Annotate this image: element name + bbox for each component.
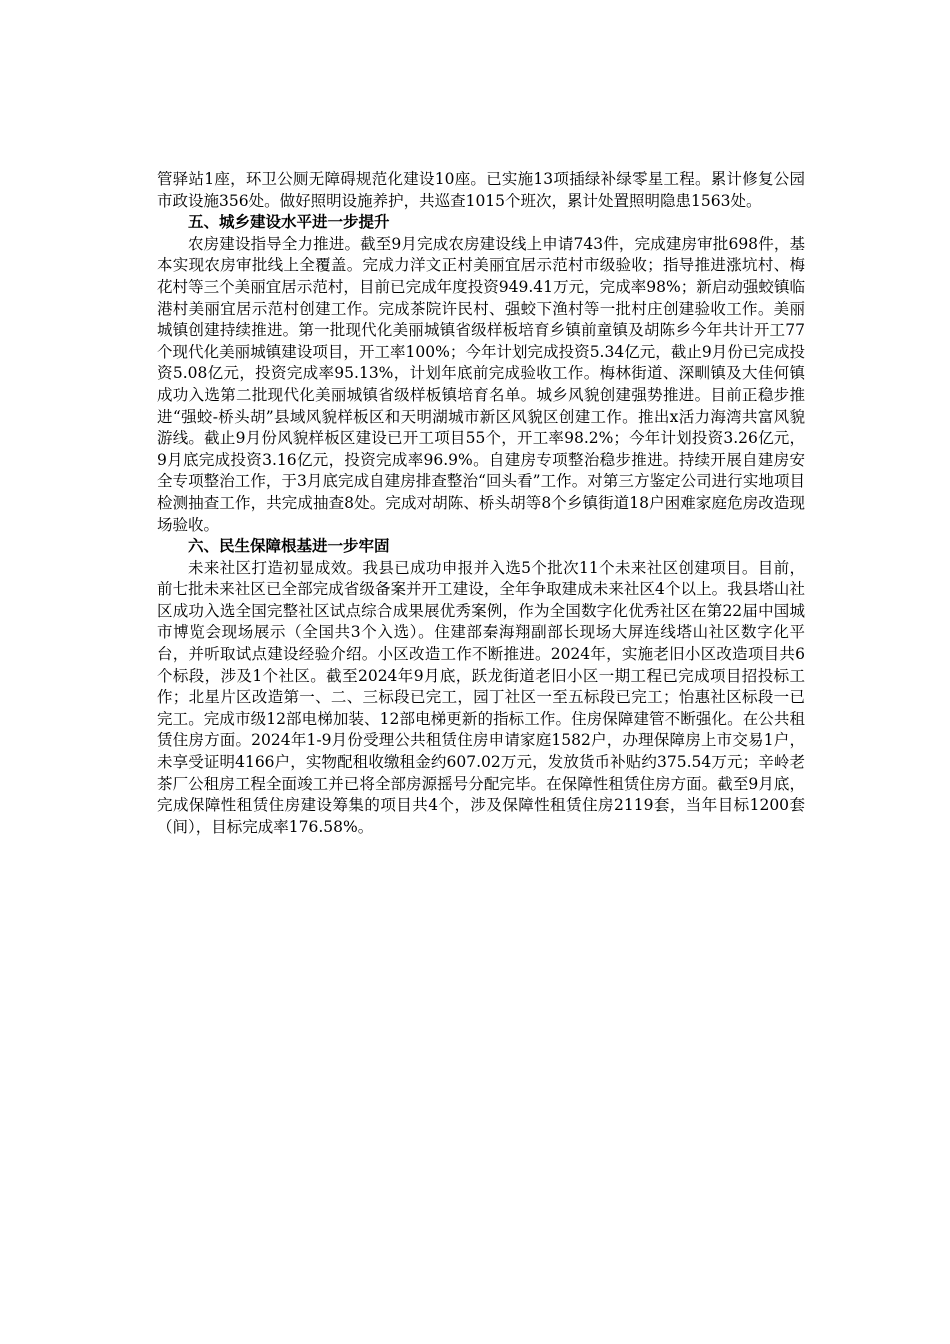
document-page [157,169,805,838]
paragraph-livelihood-security: 未来社区打造初显成效。我县已成功申报并入选5个批次11个未来社区创建项目。目前，前七批未来社区已全部完成省级备案并开工建设，全年争取建成未来社区4个以上。我县塔山社区成功入选全国完整社区试点综合成果展优秀案例，作为全国数字化优秀社区在第22届中国城市博览会现场展示（全国共3个入选）。住建部秦海翔副部长现场大屏连线塔山社区数字化平台，并听取试点建设经验介绍。小区改造工作不断推进。2024年，实施老旧小区改造项目共6个标段，涉及1个社区。截至2024年9月底，跃龙街道老旧小区一期工程已完成项目招投标工作；北星片区改造第一、二、三标段已完工，园丁社区一至五标段已完工；怡惠社区标段一已完工。完成市级12部电梯加装、12部电梯更新的指标工作。住房保障建管不断强化。在公共租赁住房方面。2024年1-9月份受理公共租赁住房申请家庭1582户，办理保障房上市交易1户，未享受证明4166户，实物配租收缴租金约607.02万元，发放货币补贴约375.54万元；辛岭老茶厂公租房工程全面竣工并已将全部房源摇号分配完毕。在保障性租赁住房方面。截至9月底，完成保障性租赁住房建设筹集的项目共4个，涉及保障性租赁住房2119套，当年目标1200套（间），目标完成率176.58%。 [157,558,805,836]
paragraph-sanitation: 管驿站1座，环卫公厕无障碍规范化建设10座。已实施13项插绿补绿零星工程。累计修复公园市政设施356处。做好照明设施养护，共巡查1015个班次，累计处置照明隐患1563处。 [157,170,805,210]
section-heading-6: 六、民生保障根基进一步牢固 [188,537,390,556]
section-heading-5: 五、城乡建设水平进一步提升 [188,213,390,232]
paragraph-urban-rural-construction: 农房建设指导全力推进。截至9月完成农房建设线上申请743件，完成建房审批698件，基本实现农房审批线上全覆盖。完成力洋文正村美丽宜居示范村市级验收；指导推进涨坑村、梅花村等三个美丽宜居示范村，目前已完成年度投资949.41万元，完成率98%；新启动强蛟镇临港村美丽宜居示范村创建工作。完成茶院许民村、强蛟下渔村等一批村庄创建验收工作。美丽城镇创建持续推进。第一批现代化美丽城镇省级样板培育乡镇前童镇及胡陈乡今年共计开工77个现代化美丽城镇建设项目，开工率100%；今年计划完成投资5.34亿元，截止9月份已完成投资5.08亿元，投资完成率95.13%，计划年底前完成验收工作。梅林街道、深甽镇及大佳何镇成功入选第二批现代化美丽城镇省级样板镇培育名单。城乡风貌创建强势推进。目前正稳步推进“强蛟-桥头胡”县域风貌样板区和天明湖城市新区风貌区创建工作。推出x活力海湾共富风貌游线。截止9月份风貌样板区建设已开工项目55个，开工率98.2%；今年计划投资3.26亿元，9月底完成投资3.16亿元，投资完成率96.9%。自建房专项整治稳步推进。持续开展自建房安全专项整治工作，于3月底完成自建房排查整治“回头看”工作。对第三方鉴定公司进行实地项目检测抽查工作，共完成抽查8处。完成对胡陈、桥头胡等8个乡镇街道18户困难家庭危房改造现场验收。 [157,234,805,534]
